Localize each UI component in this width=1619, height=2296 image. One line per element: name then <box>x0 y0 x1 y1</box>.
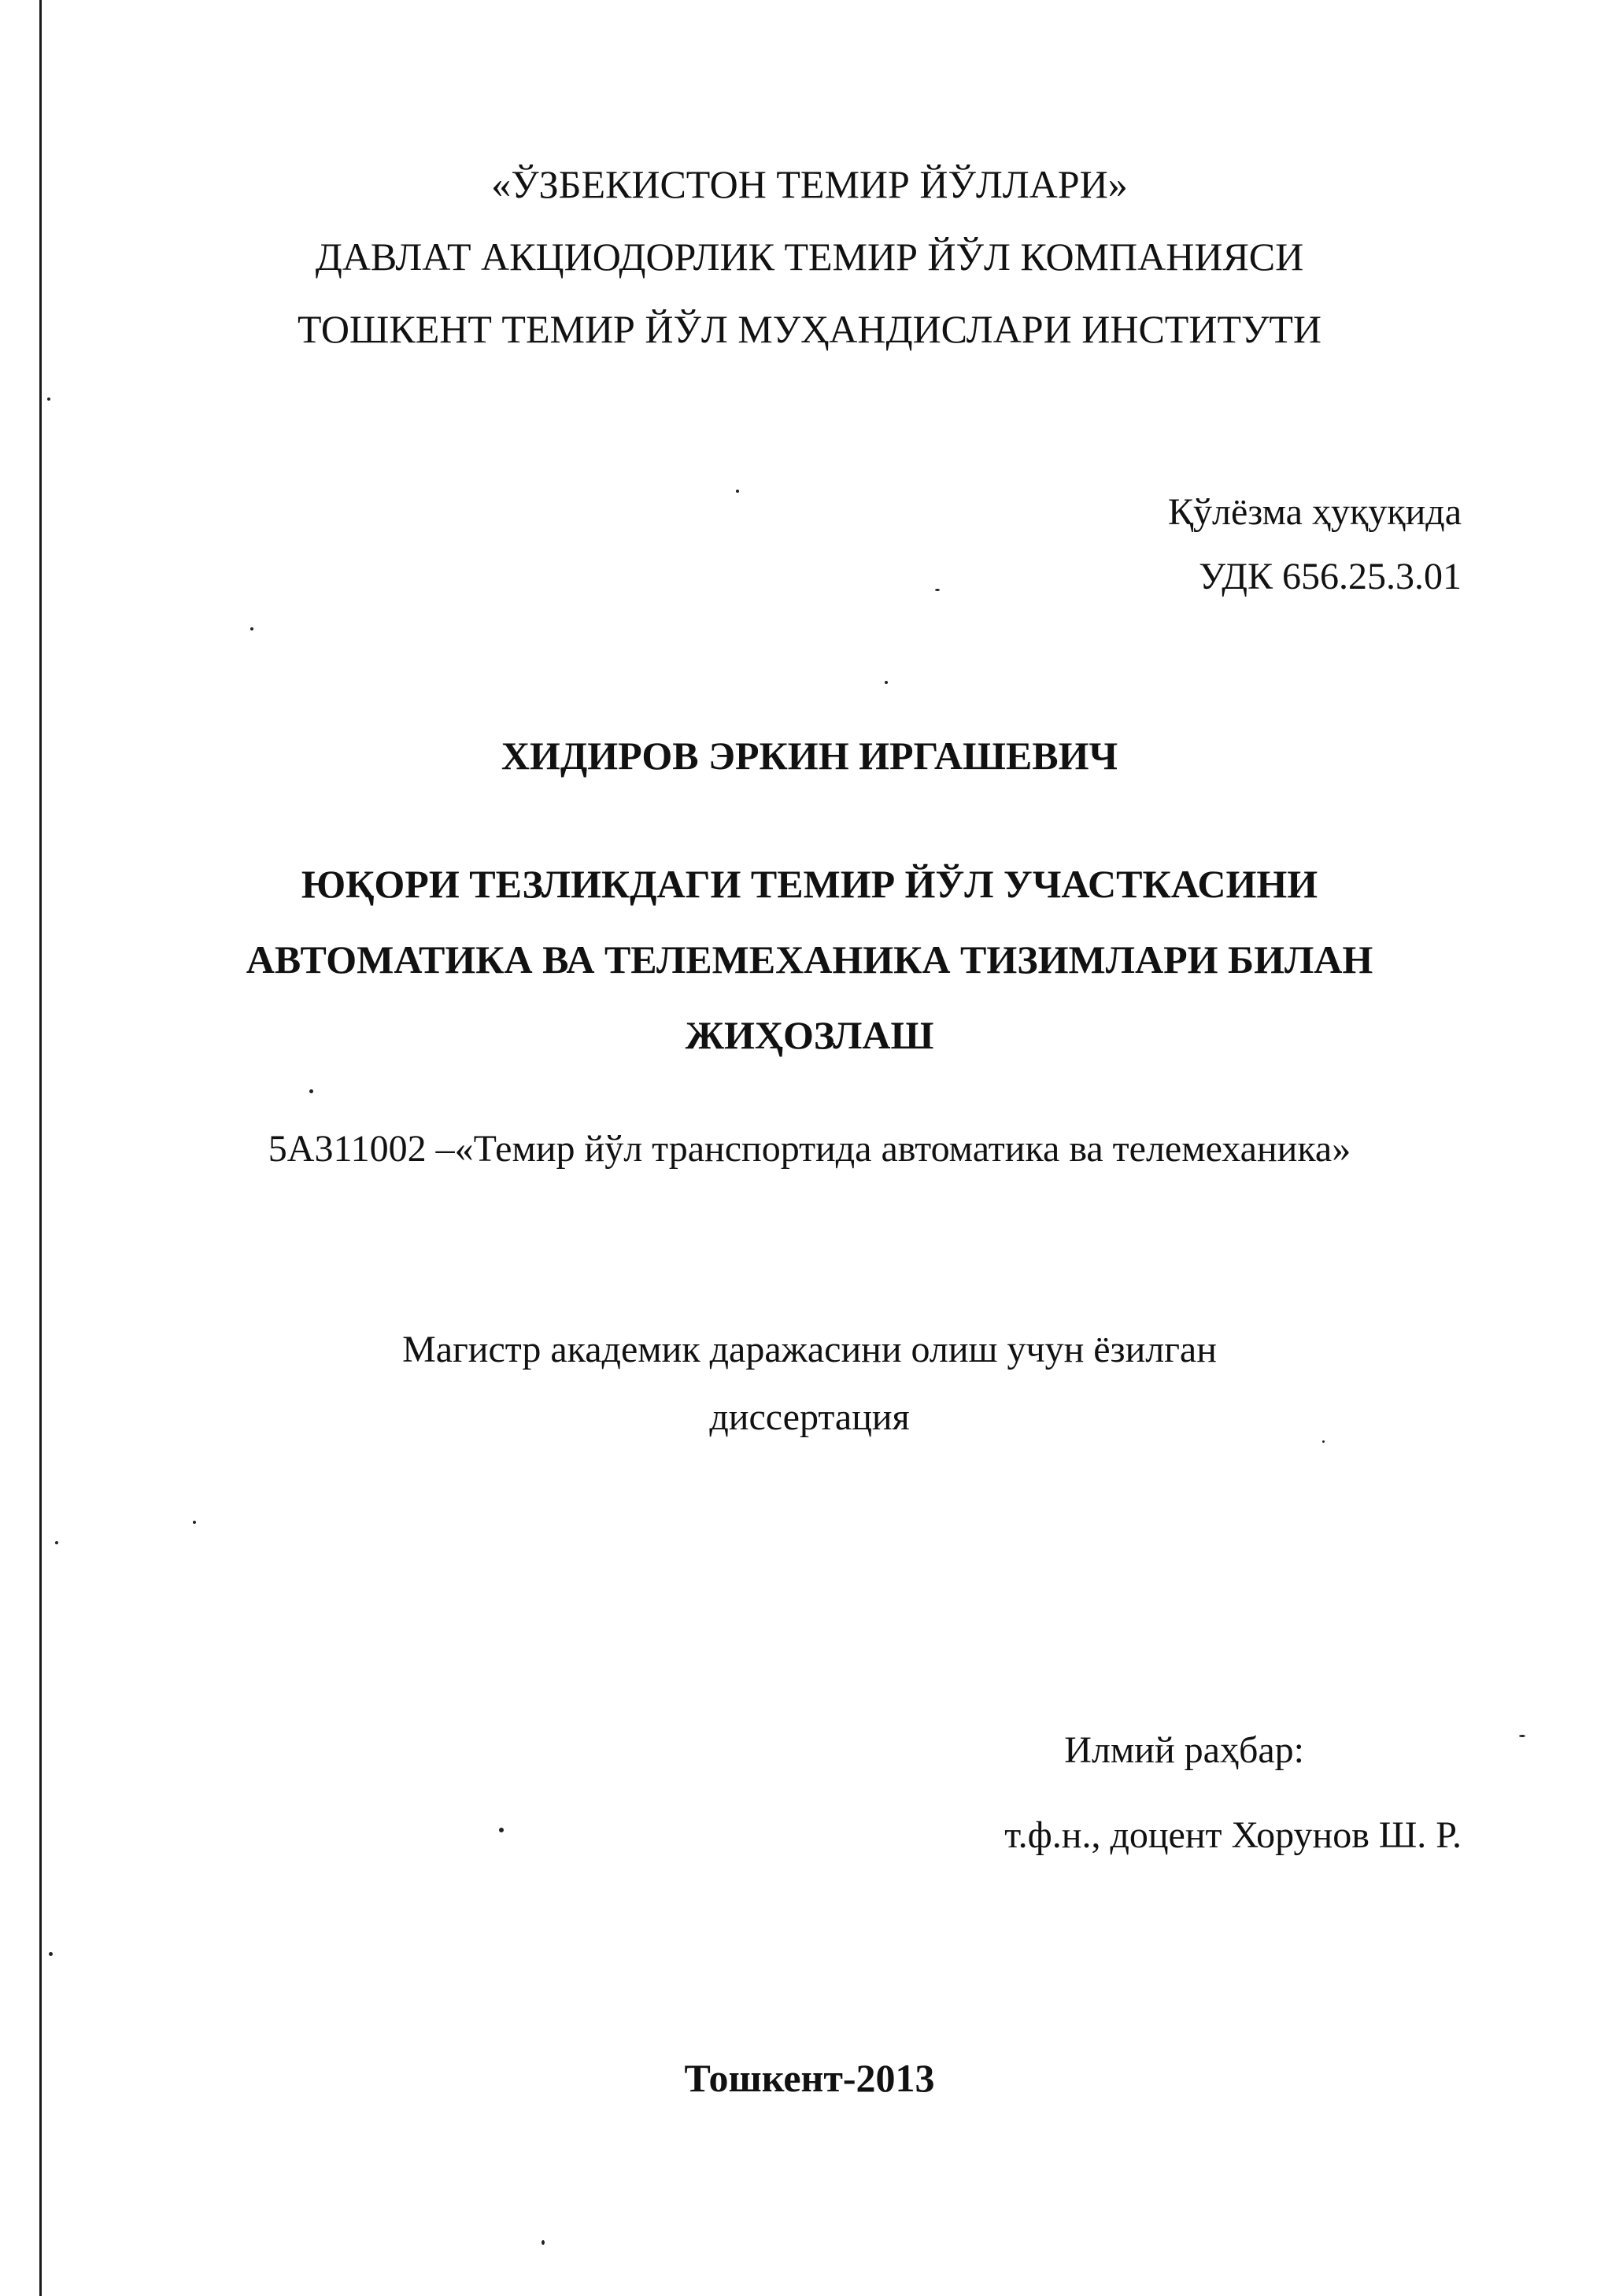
scan-speck <box>49 1952 53 1956</box>
degree-statement <box>0 1316 1619 1451</box>
scan-speck <box>736 490 739 493</box>
scan-speck <box>935 589 940 591</box>
thesis-title <box>0 846 1619 1073</box>
thesis-title-line-2: АВТОМАТИКА ВА ТЕЛЕМЕХАНИКА ТИЗИМЛАРИ БИЛАН <box>246 937 1373 982</box>
manuscript-rights: Қўлёзма ҳуқуқида <box>1168 491 1462 533</box>
institution-header <box>0 148 1619 365</box>
supervisor-name: т.ф.н., доцент Хорунов Ш. Р. <box>1004 1814 1462 1856</box>
scan-speck <box>885 681 888 684</box>
scan-speck <box>193 1521 196 1524</box>
scan-speck <box>1519 1735 1525 1737</box>
scan-speck <box>1322 1440 1325 1443</box>
institution-line-2: ДАВЛАТ АКЦИОДОРЛИК ТЕМИР ЙЎЛ КОМПАНИЯСИ <box>315 235 1304 279</box>
udc-code: УДК 656.25.3.01 <box>1199 556 1462 597</box>
scan-speck <box>250 627 253 630</box>
scan-speck <box>499 1828 504 1832</box>
degree-line-1: Магистр академик даражасини олиш учун ёзилган <box>402 1329 1217 1370</box>
author-name: ХИДИРОВ ЭРКИН ИРГАШЕВИЧ <box>501 734 1118 778</box>
scan-speck <box>47 397 50 401</box>
manuscript-rights-block <box>1168 480 1462 609</box>
scan-speck <box>55 1541 58 1544</box>
institution-line-1: «ЎЗБЕКИСТОН ТЕМИР ЙЎЛЛАРИ» <box>491 162 1128 206</box>
scan-speck <box>542 2240 545 2245</box>
supervisor-block <box>1004 1708 1462 1878</box>
specialty-code: 5А311002 –«Темир йўл транспортида автоматика ва телемеханика» <box>268 1128 1351 1170</box>
scan-speck <box>309 1089 313 1093</box>
thesis-title-line-3: ЖИҲОЗЛАШ <box>685 1013 934 1057</box>
thesis-title-line-1: ЮҚОРИ ТЕЗЛИКДАГИ ТЕМИР ЙЎЛ УЧАСТКАСИНИ <box>301 862 1318 906</box>
institution-line-3: ТОШКЕНТ ТЕМИР ЙЎЛ МУҲАНДИСЛАРИ ИНСТИТУТИ <box>297 307 1322 351</box>
city-year: Тошкент-2013 <box>684 2056 935 2100</box>
supervisor-label: Илмий раҳбар: <box>1064 1729 1305 1771</box>
degree-line-2: диссертация <box>709 1396 910 1438</box>
